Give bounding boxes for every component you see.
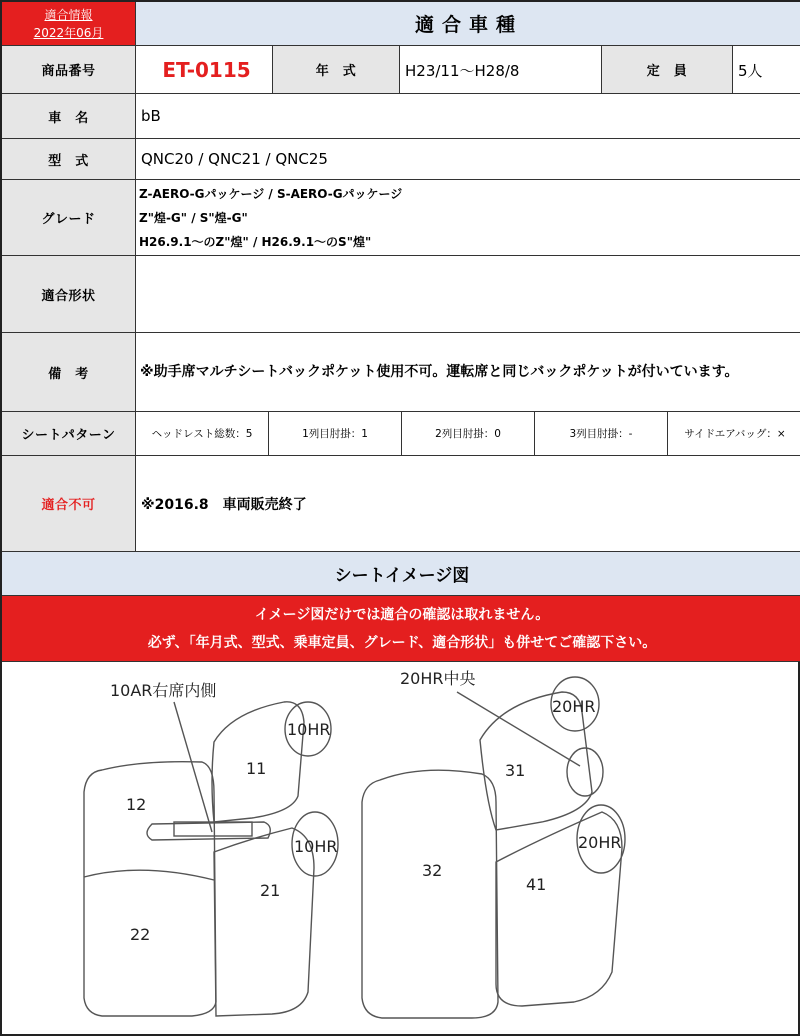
row3-armrest: 3列目肘掛：- — [535, 412, 668, 456]
grade-value — [136, 180, 800, 256]
warning-line-1: イメージ図だけでは適合の確認は取れません。 — [254, 606, 550, 623]
label-21: 21 — [260, 881, 281, 900]
row1-armrest: 1列目肘掛：1 — [269, 412, 402, 456]
grade-line-2: Z"煌-G" / S"煌-G" — [139, 210, 248, 225]
armrest-callout-line — [174, 702, 212, 832]
remarks-value: ※助手席マルチシートバックポケット使用不可。運転席と同じバックポケットが付いています。 — [136, 333, 800, 412]
seat-image-title: シートイメージ図 — [2, 552, 800, 596]
shape-value — [136, 256, 800, 333]
label-22: 22 — [130, 925, 151, 944]
seat-21-cushion — [214, 828, 314, 1016]
label-10hr-top: 10HR — [287, 720, 331, 739]
label-32: 32 — [422, 861, 443, 880]
label-31: 31 — [505, 761, 526, 780]
row2-armrest: 2列目肘掛：0 — [402, 412, 535, 456]
label-10hr-bottom: 10HR — [294, 837, 338, 856]
product-no-label: 商品番号 — [2, 46, 136, 94]
label-20hr-top: 20HR — [552, 697, 596, 716]
incompatible-label: 適合不可 — [2, 456, 136, 552]
warning-banner — [2, 596, 800, 662]
year-label: 年 式 — [273, 46, 400, 94]
seat-12-22-back — [84, 762, 216, 1016]
capacity-value: 5人 — [733, 46, 800, 94]
grade-line-3: H26.9.1～のZ"煌" / H26.9.1～のS"煌" — [139, 234, 372, 249]
warning-line-2: 必ず、「年月式、型式、乗車定員、グレード、適合形状」も併せてご確認下さい。 — [147, 634, 657, 651]
seat-32-bench — [362, 770, 498, 1018]
seat-12-22-divider — [84, 870, 214, 880]
label-11: 11 — [246, 759, 267, 778]
year-value: H23/11～H28/8 — [400, 46, 602, 94]
seat-diagram-svg — [2, 662, 798, 1036]
model-value: QNC20 / QNC21 / QNC25 — [136, 139, 800, 180]
grade-line-1: Z-AERO-Gパッケージ / S-AERO-Gパッケージ — [139, 186, 403, 201]
headrest-center — [567, 748, 603, 796]
shape-label: 適合形状 — [2, 256, 136, 333]
car-name-value: bB — [136, 94, 800, 139]
label-20hr-bottom: 20HR — [578, 833, 622, 852]
info-date: 2022年06月 — [33, 25, 104, 40]
model-label: 型 式 — [2, 139, 136, 180]
car-name-label: 車 名 — [2, 94, 136, 139]
armrest-box — [174, 822, 252, 836]
grade-label: グレード — [2, 180, 136, 256]
seat-diagram — [2, 662, 800, 1036]
incompatible-value: ※2016.8 車両販売終了 — [136, 456, 800, 552]
label-12: 12 — [126, 795, 147, 814]
side-airbag: サイドエアバッグ：× — [668, 412, 800, 456]
capacity-label: 定 員 — [602, 46, 733, 94]
product-no-value: ET-0115 — [136, 46, 273, 94]
remarks-label: 備 考 — [2, 333, 136, 412]
headrest-total: ヘッドレスト総数：5 — [136, 412, 269, 456]
page-title: 適合車種 — [136, 2, 800, 46]
label-41: 41 — [526, 875, 547, 894]
callout-center-hr: 20HR中央 — [400, 669, 476, 688]
info-label: 適合情報 — [44, 7, 93, 22]
info-date-badge — [2, 2, 136, 46]
seat-pattern-label: シートパターン — [2, 412, 136, 456]
callout-armrest: 10AR右席内側 — [110, 681, 217, 700]
